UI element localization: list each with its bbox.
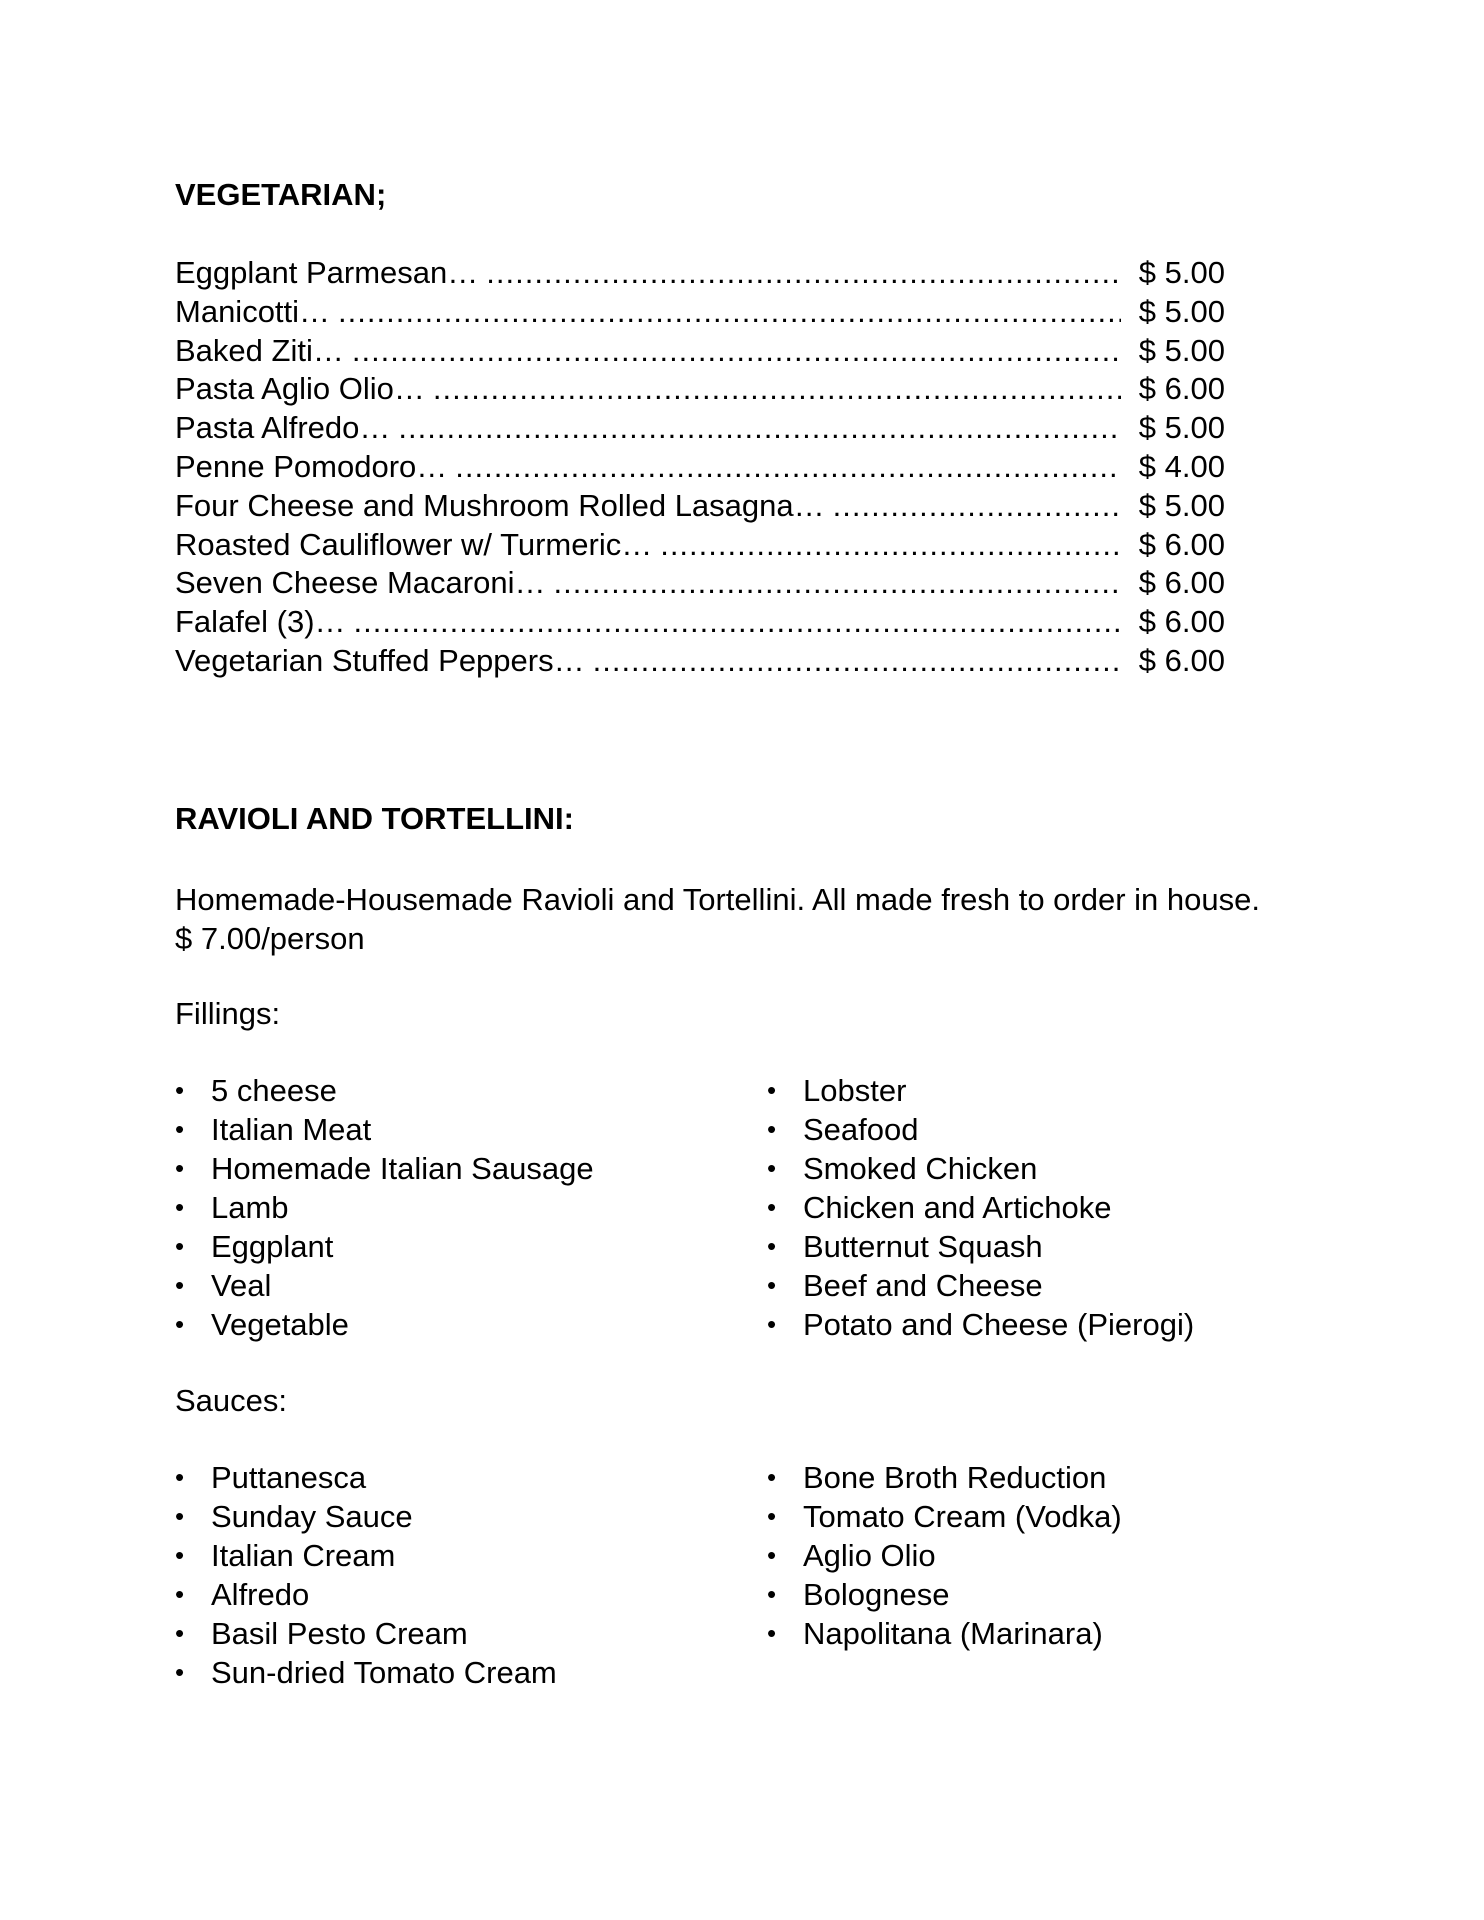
dot-leader [433, 370, 1121, 409]
bullet-icon: • [175, 1231, 185, 1261]
dot-leader [593, 642, 1121, 681]
bullet-icon: • [175, 1618, 185, 1648]
sauce-item [175, 1458, 557, 1497]
menu-item-price: $ 6.00 [1138, 371, 1225, 407]
bullet-icon: • [175, 1192, 185, 1222]
filling-item [175, 1149, 594, 1188]
menu-item-row [175, 526, 1225, 565]
filling-item [767, 1227, 1194, 1266]
sauce-item-label: Tomato Cream (Vodka) [803, 1499, 1122, 1534]
bullet-icon: • [767, 1270, 777, 1300]
menu-item-name: Vegetarian Stuffed Peppers… [175, 642, 585, 678]
bullet-icon: • [175, 1114, 185, 1144]
bullet-icon: • [767, 1501, 777, 1531]
bullet-icon: • [175, 1309, 185, 1339]
sauce-item [767, 1497, 1122, 1536]
bullet-icon: • [767, 1075, 777, 1105]
dot-leader [553, 564, 1121, 603]
sauces-label: Sauces: [175, 1383, 288, 1418]
ravioli-heading: RAVIOLI AND TORTELLINI: [175, 801, 574, 836]
ravioli-description: Homemade-Housemade Ravioli and Tortellini. All made fresh to order in house. $ 7.00/person [175, 882, 1260, 956]
menu-item-name: Manicotti… [175, 293, 331, 329]
sauce-item-label: Sun-dried Tomato Cream [211, 1655, 557, 1690]
menu-item-price: $ 4.00 [1138, 448, 1225, 484]
menu-item-row [175, 293, 1225, 332]
sauce-item-label: Basil Pesto Cream [211, 1616, 468, 1651]
menu-item-price: $ 6.00 [1138, 604, 1225, 640]
menu-item-name: Eggplant Parmesan… [175, 255, 479, 290]
sauce-item [175, 1653, 557, 1692]
bullet-icon: • [175, 1540, 185, 1570]
filling-item-label: Veal [211, 1268, 272, 1303]
menu-item-price: $ 5.00 [1138, 255, 1225, 290]
dot-leader [338, 293, 1121, 332]
dot-leader [660, 526, 1121, 565]
fillings-list-left [175, 1071, 594, 1344]
dot-leader [486, 254, 1121, 293]
sauce-item [175, 1614, 557, 1653]
sauces-list-left [175, 1458, 557, 1692]
menu-item-name: Pasta Alfredo… [175, 410, 391, 446]
menu-item-price: $ 5.00 [1138, 487, 1225, 523]
sauce-item-label: Bone Broth Reduction [803, 1460, 1107, 1495]
menu-item-row [175, 332, 1225, 371]
filling-item-label: Homemade Italian Sausage [211, 1151, 594, 1186]
filling-item [767, 1305, 1194, 1344]
menu-item-row [175, 448, 1225, 487]
filling-item [175, 1071, 594, 1110]
filling-item-label: Eggplant [211, 1229, 334, 1264]
bullet-icon: • [175, 1153, 185, 1183]
vegetarian-menu-list [175, 254, 1225, 681]
dot-leader [352, 332, 1121, 371]
vegetarian-heading: VEGETARIAN; [175, 177, 387, 212]
bullet-icon: • [175, 1462, 185, 1492]
sauce-item-label: Puttanesca [211, 1460, 367, 1495]
sauce-item [767, 1614, 1122, 1653]
filling-item [767, 1266, 1194, 1305]
sauce-item [175, 1575, 557, 1614]
menu-item-price: $ 5.00 [1138, 332, 1225, 368]
filling-item [175, 1227, 594, 1266]
bullet-icon: • [767, 1231, 777, 1261]
bullet-icon: • [767, 1153, 777, 1183]
fillings-list-right [767, 1071, 1194, 1344]
menu-item-name: Pasta Aglio Olio… [175, 371, 425, 407]
bullet-icon: • [175, 1657, 185, 1687]
menu-item-price: $ 5.00 [1138, 293, 1225, 329]
filling-item-label: 5 cheese [211, 1073, 337, 1108]
sauce-item-label: Italian Cream [211, 1538, 396, 1573]
filling-item-label: Smoked Chicken [803, 1151, 1038, 1186]
sauce-item-label: Aglio Olio [803, 1538, 936, 1573]
bullet-icon: • [767, 1309, 777, 1339]
dot-leader [398, 409, 1121, 448]
menu-item-row [175, 642, 1225, 681]
fillings-label: Fillings: [175, 996, 281, 1031]
bullet-icon: • [767, 1192, 777, 1222]
filling-item [767, 1149, 1194, 1188]
filling-item-label: Beef and Cheese [803, 1268, 1043, 1303]
filling-item [175, 1305, 594, 1344]
menu-item-price: $ 5.00 [1138, 410, 1225, 446]
menu-item-name: Four Cheese and Mushroom Rolled Lasagna… [175, 487, 825, 523]
bullet-icon: • [767, 1114, 777, 1144]
sauce-item-label: Bolognese [803, 1577, 950, 1612]
menu-item-row [175, 487, 1225, 526]
menu-item-price: $ 6.00 [1138, 526, 1225, 562]
filling-item-label: Butternut Squash [803, 1229, 1043, 1264]
menu-item-row [175, 370, 1225, 409]
dot-leader [354, 603, 1121, 642]
filling-item-label: Seafood [803, 1112, 919, 1147]
menu-item-name: Penne Pomodoro… [175, 448, 448, 484]
sauce-item [175, 1497, 557, 1536]
filling-item-label: Lobster [803, 1073, 907, 1108]
menu-item-name: Baked Ziti… [175, 332, 344, 368]
bullet-icon: • [767, 1540, 777, 1570]
sauce-item-label: Napolitana (Marinara) [803, 1616, 1103, 1651]
sauce-item [767, 1536, 1122, 1575]
bullet-icon: • [767, 1462, 777, 1492]
bullet-icon: • [175, 1270, 185, 1300]
sauces-list-right [767, 1458, 1122, 1653]
menu-item-name: Roasted Cauliflower w/ Turmeric… [175, 526, 653, 562]
dot-leader [455, 448, 1121, 487]
menu-item-row [175, 254, 1225, 293]
filling-item [767, 1071, 1194, 1110]
bullet-icon: • [175, 1075, 185, 1105]
menu-item-name: Seven Cheese Macaroni… [175, 565, 546, 601]
filling-item-label: Lamb [211, 1190, 289, 1225]
menu-item-row [175, 409, 1225, 448]
filling-item [767, 1110, 1194, 1149]
menu-item-row [175, 564, 1225, 603]
filling-item [767, 1188, 1194, 1227]
filling-item-label: Potato and Cheese (Pierogi) [803, 1307, 1195, 1342]
filling-item-label: Italian Meat [211, 1112, 372, 1147]
bullet-icon: • [175, 1579, 185, 1609]
filling-item [175, 1266, 594, 1305]
bullet-icon: • [175, 1501, 185, 1531]
menu-item-price: $ 6.00 [1138, 565, 1225, 601]
filling-item-label: Chicken and Artichoke [803, 1190, 1112, 1225]
menu-item-price: $ 6.00 [1138, 642, 1225, 678]
sauce-item [767, 1458, 1122, 1497]
filling-item [175, 1188, 594, 1227]
sauce-item [175, 1536, 557, 1575]
menu-item-row [175, 603, 1225, 642]
bullet-icon: • [767, 1618, 777, 1648]
filling-item [175, 1110, 594, 1149]
sauce-item-label: Alfredo [211, 1577, 310, 1612]
sauce-item-label: Sunday Sauce [211, 1499, 413, 1534]
dot-leader [833, 487, 1121, 526]
sauce-item [767, 1575, 1122, 1614]
menu-item-name: Falafel (3)… [175, 604, 346, 640]
bullet-icon: • [767, 1579, 777, 1609]
filling-item-label: Vegetable [211, 1307, 349, 1342]
